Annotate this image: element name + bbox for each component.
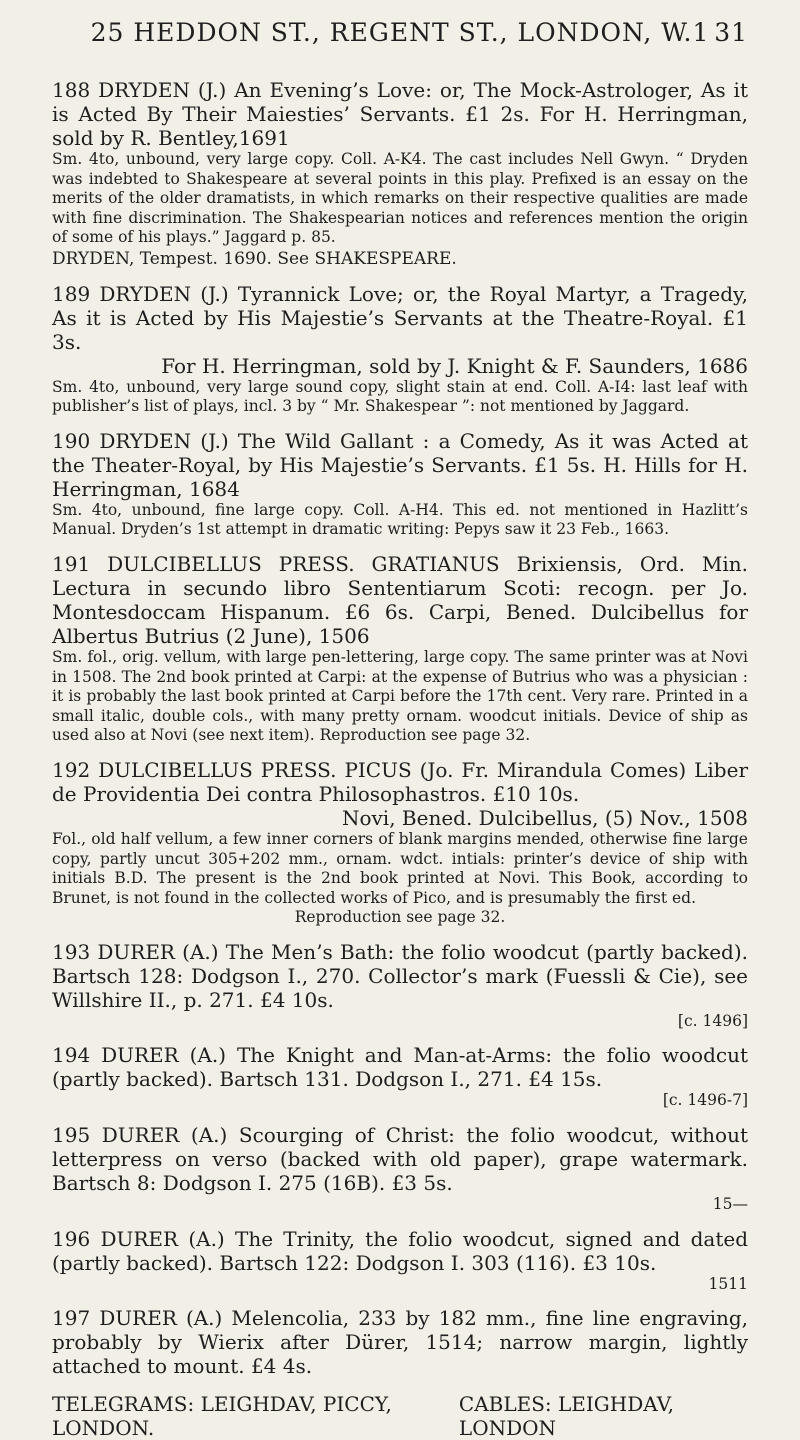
entry-number: 193	[52, 939, 91, 964]
header-address: 25 HEDDON ST., REGENT ST., LONDON, W.1	[90, 18, 710, 47]
entry-number: 189	[52, 281, 91, 306]
entry-number: 191	[52, 551, 91, 576]
page-footer	[52, 1392, 748, 1440]
entry-heading: DURER (A.) Scourging of Christ: the folio woodcut, without letterpress on verso (backed with old paper), grape watermark. Bartsch 8: Dodgson I. 275 (16B). £3 5s.	[52, 1123, 749, 1196]
catalogue-entry-195	[52, 1123, 748, 1215]
cables-address: CABLES: LEIGHDAV, LONDON	[458, 1392, 675, 1440]
entry-imprint: For H. Herringman, sold by J. Knight & F. Saunders, 1686	[161, 353, 748, 378]
entry-description: Sm. 4to, unbound, very large sound copy, slight stain at end. Coll. A-I4: last leaf with publisher’s list of plays, incl. 3 by “ Mr. Shakespear ”: not mentioned by Jaggard.	[52, 377, 748, 416]
cross-reference: DRYDEN, Tempest. 1690. See SHAKESPEARE.	[52, 248, 457, 269]
catalogue-entry-189	[52, 282, 748, 417]
entry-imprint: Novi, Bened. Dulcibellus, (5) Nov., 1508	[341, 805, 748, 830]
entry-number: 197	[52, 1306, 91, 1331]
catalogue-entry-192	[52, 758, 748, 928]
catalogue-entry-196	[52, 1227, 748, 1295]
entry-number: 188	[52, 78, 91, 102]
entry-description: Fol., old half vellum, a few inner corners of blank margins mended, otherwise fine large copy, partly uncut 305+202 mm., ornam. wdct. intials: printer’s device of ship with initials B.D. The present is the 2nd book printed at Novi. This Book, according to Brunet, is not found in the collected works of Pico, and is presumably the first ed.	[52, 829, 748, 907]
entry-number: 196	[52, 1226, 91, 1251]
entry-number: 194	[52, 1043, 91, 1068]
entry-number: 192	[52, 757, 91, 782]
entry-heading: DULCIBELLUS PRESS. GRATIANUS Brixiensis, Ord. Min. Lectura in secundo libro Sententiarum Scoti: recogn. per Jo. Montesdoccam Hispanum. £6 6s. Carpi, Bened. Dulcibellus for Albertus Butrius (2 June), 1506	[52, 551, 748, 648]
entry-date: 1511	[708, 1274, 748, 1293]
entry-heading: DURER (A.) Melencolia, 233 by 182 mm., fine line engraving, probably by Wierix after Dürer, 1514; narrow margin, lightly attached to mount. £4 4s.	[52, 1306, 749, 1379]
catalogue-entry-193	[52, 940, 748, 1032]
reproduction-note: Reproduction see page 32.	[294, 908, 506, 927]
entry-heading: DURER (A.) The Men’s Bath: the folio woodcut (partly backed). Bartsch 128: Dodgson I., 270. Collector’s mark (Fuessli & Cie), see Willshire II., p. 271. £4 10s.	[52, 939, 749, 1012]
entry-date: [c. 1496-7]	[662, 1091, 748, 1110]
entry-description: Sm. fol., orig. vellum, with large pen-lettering, large copy. The same printer was at Novi in 1508. The 2nd book printed at Carpi: at the expense of Butrius who was a physician : it is probably the last book printed at Carpi before the 17th cent. Very rare. Printed in a small italic, double cols., with many pretty ornam. woodcut initials. Device of ship as used also at Novi (see next item). Reproduction see page 32.	[52, 647, 748, 745]
catalogue-entry-194	[52, 1043, 748, 1111]
telegrams-address: TELEGRAMS: LEIGHDAV, PICCY, LONDON.	[52, 1392, 392, 1440]
entry-heading: DULCIBELLUS PRESS. PICUS (Jo. Fr. Mirandula Comes) Liber de Providentia Dei contra Philosophastros. £10 10s.	[52, 757, 749, 806]
entry-date: 15—	[712, 1195, 748, 1214]
entry-heading: DRYDEN (J.) An Evening’s Love: or, The Mock-Astrologer, As it is Acted By Their Maiesties’ Servants. £1 2s. For H. Herringman, sold by R. Bentley,1691	[52, 78, 748, 150]
page-number: 31	[714, 18, 748, 47]
entry-number: 190	[52, 428, 91, 453]
entry-heading: DRYDEN (J.) The Wild Gallant : a Comedy, As it was Acted at the Theater-Royal, by His Majestie’s Servants. £1 5s. H. Hills for H. Herringman, 1684	[52, 428, 749, 501]
entry-heading: DRYDEN (J.) Tyrannick Love; or, the Royal Martyr, a Tragedy, As it is Acted by His Majestie’s Servants at the Theatre-Royal. £1 3s.	[52, 281, 749, 354]
entry-description: Sm. 4to, unbound, very large copy. Coll. A-K4. The cast includes Nell Gwyn. “ Dryden was indebted to Shakespeare at several points in this play. Prefixed is an essay on the merits of the older dramatists, in which remarks on their respective qualities are made with fine discrimination. The Shakespearian notices and references mention the origin of some of his plays.” Jaggard p. 85.	[52, 150, 748, 247]
catalogue-entry-191	[52, 552, 748, 746]
catalogue-entry-190	[52, 429, 748, 540]
entry-description: Sm. 4to, unbound, fine large copy. Coll. A-H4. This ed. not mentioned in Hazlitt’s Manual. Dryden’s 1st attempt in dramatic writing: Pepys saw it 23 Feb., 1663.	[52, 500, 748, 539]
entry-heading: DURER (A.) The Trinity, the folio woodcut, signed and dated (partly backed). Bartsch 122: Dodgson I. 303 (116). £3 10s.	[52, 1226, 748, 1275]
page-header	[52, 16, 748, 50]
catalogue-entry-188	[52, 78, 748, 270]
catalogue-entry-197	[52, 1306, 748, 1378]
entry-number: 195	[52, 1123, 91, 1148]
entry-heading: DURER (A.) The Knight and Man-at-Arms: the folio woodcut (partly backed). Bartsch 131. Dodgson I., 271. £4 15s.	[52, 1043, 748, 1092]
entry-date: [c. 1496]	[677, 1011, 748, 1030]
